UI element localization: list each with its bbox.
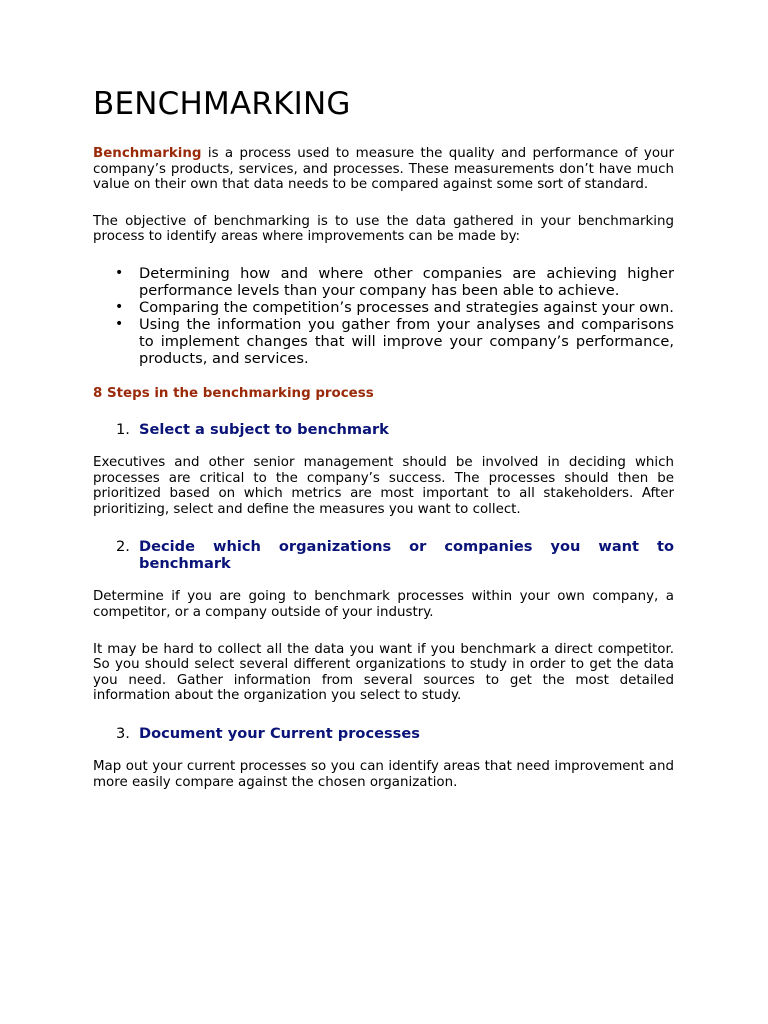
step-heading-2 <box>93 538 674 572</box>
objective-paragraph: The objective of benchmarking is to use the data gathered in your benchmarking process to identify areas where improvements can be made by: <box>93 213 674 245</box>
intro-paragraph <box>93 146 674 193</box>
document-page <box>93 84 674 811</box>
bullet-item <box>93 265 674 299</box>
step-title: Decide which organizations or companies you want to benchmark <box>139 538 674 573</box>
step-2-paragraph: It may be hard to collect all the data you want if you benchmark a direct competitor. So you should select several different organizations to study in order to get the data you need. Gather information from several sources to get the most detailed information about the organization you select to study. <box>93 641 674 704</box>
bullet-item <box>93 299 674 316</box>
document-title: BENCHMARKING <box>93 86 351 122</box>
step-number: 1. <box>116 420 130 438</box>
intro-text: is a process used to measure the quality and performance of your company’s products, services, and processes. These measurements don’t have much value on their own that data needs to be compared against some sort of standard. <box>93 146 674 193</box>
step-heading-3 <box>93 725 674 742</box>
step-2-paragraph: Determine if you are going to benchmark processes within your own company, a competitor, or a company outside of your industry. <box>93 589 674 620</box>
step-number: 2. <box>116 538 130 556</box>
step-title: Select a subject to benchmark <box>139 420 389 438</box>
bullet-text: Determining how and where other companies are achieving higher performance levels than your company has been able to achieve. <box>139 264 674 299</box>
step-1-paragraph: Executives and other senior management should be involved in deciding which processes are critical to the company’s success. The processes should then be prioritized based on which metrics are most important to all stakeholders. After prioritizing, select and define the measures you want to collect. <box>93 454 674 517</box>
objective-bullet-list <box>93 265 674 367</box>
step-heading-1 <box>93 421 674 438</box>
bullet-icon: • <box>115 264 124 281</box>
bullet-text: Using the information you gather from your analyses and comparisons to implement changes that will improve your company’s performance, products, and services. <box>139 315 674 367</box>
bullet-icon: • <box>115 315 124 332</box>
step-title: Document your Current processes <box>139 724 420 742</box>
intro-term: Benchmarking <box>93 146 202 161</box>
step-number: 3. <box>116 724 130 742</box>
bullet-item <box>93 316 674 367</box>
step-3-paragraph: Map out your current processes so you can identify areas that need improvement and more easily compare against the chosen organization. <box>93 758 674 790</box>
bullet-icon: • <box>115 298 124 315</box>
bullet-text: Comparing the competition’s processes and strategies against your own. <box>139 298 674 316</box>
steps-heading: 8 Steps in the benchmarking process <box>93 385 374 401</box>
